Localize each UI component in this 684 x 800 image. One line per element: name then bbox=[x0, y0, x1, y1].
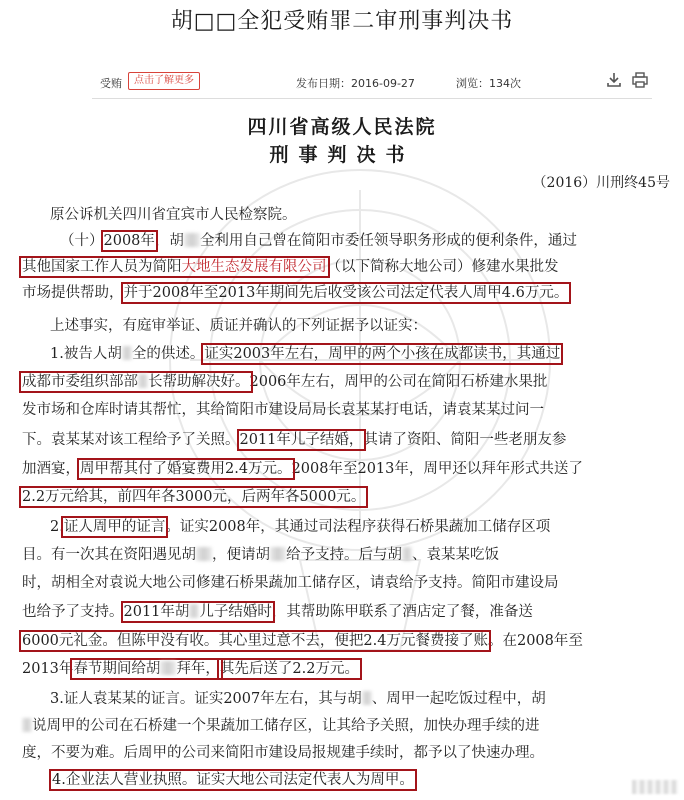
print-icon[interactable] bbox=[630, 70, 650, 90]
publish-date: 发布日期：2016-09-27 bbox=[296, 77, 415, 90]
highlight-box: 春节期间给胡 拜年， bbox=[73, 661, 220, 677]
highlight-box: 2.2万元给其，前四年各3000元，后两年各5000元。 bbox=[22, 489, 366, 505]
body-line-8: 发市场和仓库时请其帮忙，其给简阳市建设局局长袁某某打电话，请袁某某过问一 bbox=[22, 402, 544, 418]
body-line-1: 原公诉机关四川省宜宾市人民检察院。 bbox=[50, 207, 297, 223]
body-line-12: 2.证人周甲的证言。证实2008年，其通过司法程序获得石桥果蔬加工储存区项 bbox=[50, 519, 551, 535]
body-line-19: 说周甲的公司在石桥建一个果蔬加工储存区，让其给予关照，加快办理手续的进 bbox=[22, 714, 540, 735]
body-line-9: 下。袁某某对该工程给予了关照。2011年儿子结婚，其请了资阳、简阳一些老朋友参 bbox=[22, 432, 567, 448]
body-line-2: （十）2008年，胡 全利用自己曾在简阳市委任领导职务形成的便利条件，通过 bbox=[60, 233, 577, 249]
meta-bar bbox=[0, 70, 684, 94]
body-line-14: 时，胡相全对袁说大地公司修建石桥果蔬加工储存区，请袁给予支持。简阳市建设局 bbox=[22, 575, 559, 591]
body-line-7: 成都市委组织部部 长帮助解决好。2006年左右，周甲的公司在简阳石桥建水果批 bbox=[22, 374, 548, 390]
body-line-4: 市场提供帮助，并于2008年至2013年期间先后收受该公司法定代表人周甲4.6万元。 bbox=[22, 285, 569, 301]
source-watermark bbox=[632, 780, 678, 794]
case-number: （2016）川刑终45号 bbox=[532, 175, 670, 191]
highlight-box: 4.企业法人营业执照。证实大地公司法定代表人为周甲。 bbox=[52, 772, 414, 788]
body-line-15: 也给予了支持。2011年胡 儿子结婚时，其帮助陈甲联系了酒店定了餐，准备送 bbox=[22, 604, 533, 620]
document-type: 刑事判决书 bbox=[269, 144, 415, 166]
highlight-box: 2008年 bbox=[103, 233, 155, 249]
redaction bbox=[184, 233, 200, 247]
highlight-box: 2011年胡 儿子结婚时 bbox=[123, 604, 272, 620]
highlight-box: 其他国家工作人员为简阳大地生态发展有限公司 bbox=[22, 259, 327, 275]
header-divider bbox=[92, 98, 652, 99]
redaction bbox=[122, 346, 132, 360]
highlight-box: 其先后送了2.2万元。 bbox=[219, 661, 359, 677]
highlight-box: 并于2008年至2013年期间先后收受该公司法定代表人周甲4.6万元。 bbox=[123, 285, 569, 301]
highlight-box: 证实2003年左右，周甲的两个小孩在成都读书，其通过 bbox=[204, 346, 561, 362]
view-count: 浏览：134次 bbox=[456, 77, 521, 90]
body-line-16: 6000元礼金。但陈甲没有收。其心里过意不去，便把2.4万元餐费接了账。在2008年至 bbox=[22, 633, 583, 649]
highlight-box: 6000元礼金。但陈甲没有收。其心里过意不去，便把2.4万元餐费接了账 bbox=[22, 633, 488, 649]
body-line-20: 度，不要为难。后周甲的公司来简阳市建设局报规建手续时，都予以了快速办理。 bbox=[22, 745, 544, 761]
highlight-box: 2011年儿子结婚， bbox=[239, 432, 364, 448]
body-line-11 bbox=[22, 485, 365, 506]
redaction bbox=[196, 547, 212, 561]
document-title: 胡□□全犯受贿罪二审刑事判决书 bbox=[170, 9, 514, 34]
learn-more-button[interactable]: 点击了解更多 bbox=[128, 72, 200, 90]
redaction bbox=[270, 547, 286, 561]
body-line-13: 目。有一次其在资阳遇见胡 ，便请胡 给予支持。后与胡 、袁某某吃饭 bbox=[22, 547, 499, 563]
body-line-18: 3.证人袁某某的证言。证实2007年左右，其与胡 、周甲一起吃饭过程中，胡 bbox=[50, 691, 546, 707]
redaction bbox=[22, 718, 32, 732]
keyword-tag[interactable]: 受贿 bbox=[100, 77, 122, 90]
court-name: 四川省高级人民法院 bbox=[247, 116, 437, 138]
highlight-box: 成都市委组织部部 长帮助解决好。 bbox=[22, 374, 250, 390]
redaction bbox=[402, 547, 412, 561]
body-line-5: 上述事实，有庭审举证、质证并确认的下列证据予以证实： bbox=[50, 318, 427, 334]
redaction bbox=[362, 691, 372, 705]
highlight-box: 证人周甲的证言 bbox=[63, 519, 166, 535]
highlight-box: 周甲帮其付了婚宴费用2.4万元。 bbox=[80, 461, 292, 477]
body-line-6: 1.被告人胡 全的供述。证实2003年左右，周甲的两个小孩在成都读书，其通过 bbox=[50, 346, 561, 362]
body-line-21 bbox=[22, 768, 414, 789]
body-line-10: 加酒宴，周甲帮其付了婚宴费用2.4万元。2008年至2013年，周甲还以拜年形式共送了 bbox=[22, 461, 583, 477]
body-line-17: 2013年春节期间给胡 拜年，其先后送了2.2万元。 bbox=[22, 661, 359, 677]
download-icon[interactable] bbox=[604, 70, 624, 90]
body-line-3: 其他国家工作人员为简阳大地生态发展有限公司（以下简称大地公司）修建水果批发 bbox=[22, 259, 559, 275]
